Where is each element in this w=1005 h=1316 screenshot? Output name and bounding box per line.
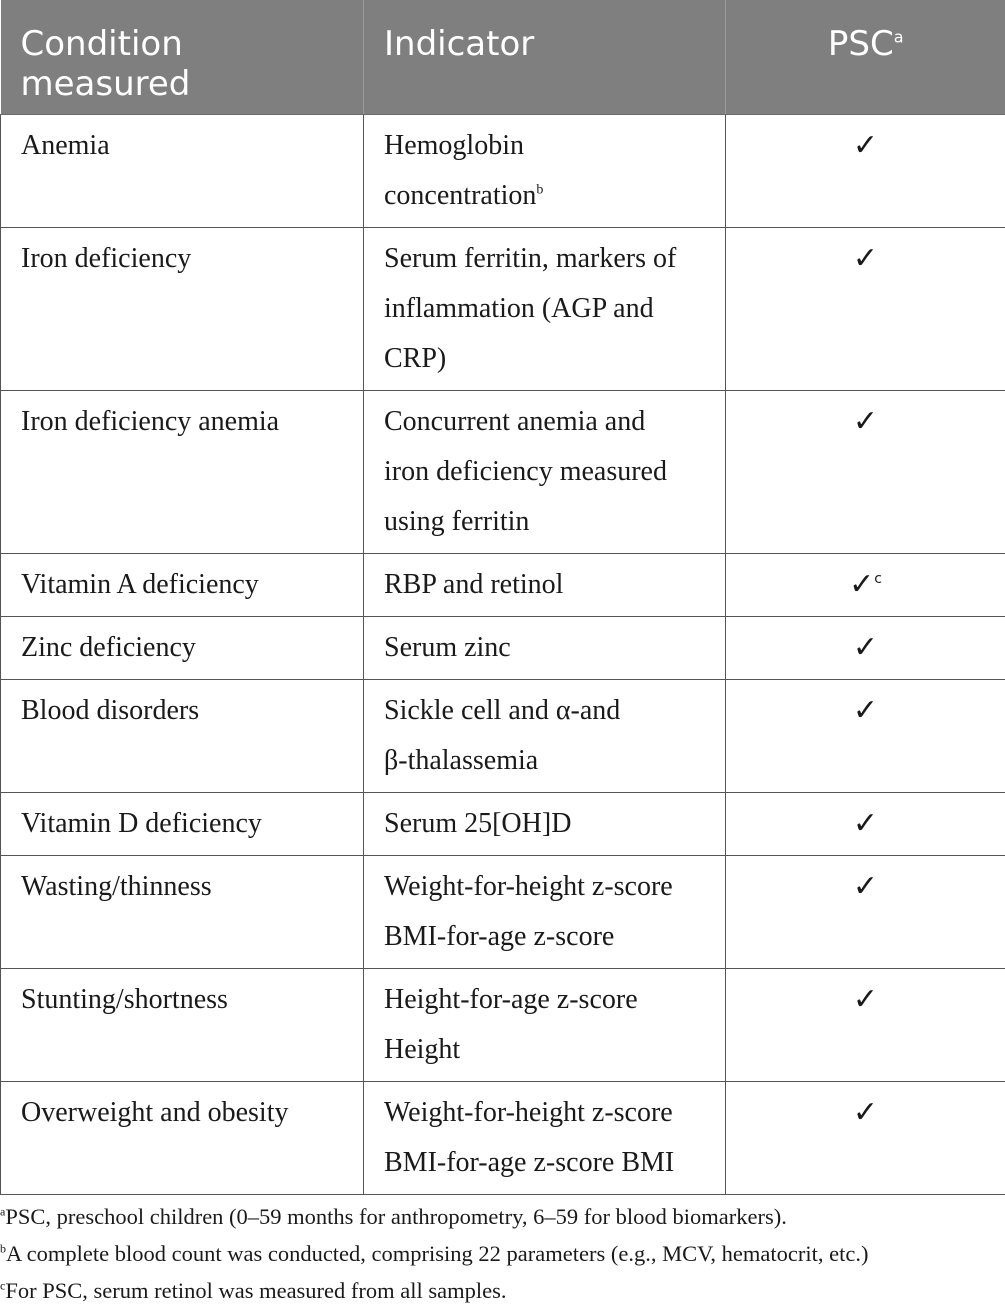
- footnote: [0, 1235, 1005, 1272]
- psc-cell: [726, 391, 1005, 554]
- indicator-line: [384, 334, 705, 384]
- indicator-line-text: RBP and retinol: [384, 569, 564, 600]
- header-indicator: [364, 0, 726, 115]
- indicator-line: [384, 497, 705, 547]
- table-row: [1, 391, 1005, 554]
- footnote-mark: a: [0, 1204, 6, 1219]
- check-mark-icon: ✓: [849, 567, 875, 602]
- indicator-line: [384, 560, 705, 610]
- condition-cell: Zinc deficiency: [1, 617, 364, 680]
- condition-cell: Vitamin D deficiency: [1, 793, 364, 856]
- footnote: [0, 1272, 1005, 1309]
- psc-cell: [726, 856, 1005, 969]
- condition-cell: Iron deficiency: [1, 228, 364, 391]
- table-row: [1, 1082, 1005, 1195]
- indicator-line-text: Concurrent anemia and: [384, 406, 646, 437]
- condition-cell: Wasting/thinness: [1, 856, 364, 969]
- table-row: [1, 115, 1005, 228]
- psc-cell: [726, 228, 1005, 391]
- indicator-line: [384, 912, 705, 962]
- indicator-cell: [364, 1082, 726, 1195]
- indicator-cell: [364, 969, 726, 1082]
- check-mark-icon: ✓: [852, 1095, 879, 1130]
- indicator-line: [384, 284, 705, 334]
- indicator-line-text: Serum ferritin, markers of: [384, 243, 677, 274]
- indicator-cell: [364, 554, 726, 617]
- indicator-line-text: Serum 25[OH]D: [384, 808, 572, 839]
- condition-cell: Anemia: [1, 115, 364, 228]
- indicator-line: [384, 1138, 705, 1188]
- indicator-line-text: β-thalassemia: [384, 745, 539, 776]
- indicator-line: [384, 234, 705, 284]
- header-row: [1, 0, 1005, 115]
- psc-cell: [726, 115, 1005, 228]
- check-mark-icon: ✓: [852, 128, 879, 163]
- indicator-line-text: CRP): [384, 343, 447, 374]
- indicator-cell: [364, 793, 726, 856]
- indicator-line-text: inflammation (AGP and: [384, 293, 654, 324]
- footnote-text: PSC, preschool children (0–59 months for anthropometry, 6–59 for blood biomarkers).: [5, 1204, 787, 1229]
- indicator-line: [384, 736, 705, 786]
- table-row: [1, 228, 1005, 391]
- indicator-footnote-mark: b: [536, 182, 544, 198]
- table-body: [1, 115, 1005, 1195]
- table-row: [1, 969, 1005, 1082]
- condition-cell: Stunting/shortness: [1, 969, 364, 1082]
- indicator-line: [384, 1088, 705, 1138]
- indicator-line-text: Hemoglobin: [384, 130, 524, 161]
- psc-cell: [726, 680, 1005, 793]
- indicator-line-text: Height-for-age z-score: [384, 984, 638, 1015]
- check-mark-icon: ✓: [852, 869, 879, 904]
- table-row: [1, 793, 1005, 856]
- indicator-line-text: iron deficiency measured: [384, 456, 667, 487]
- table-row: [1, 617, 1005, 680]
- psc-cell: [726, 793, 1005, 856]
- indicator-line: [384, 686, 705, 736]
- footnote: [0, 1198, 1005, 1235]
- indicator-cell: [364, 228, 726, 391]
- footnote-text: For PSC, serum retinol was measured from all samples.: [5, 1278, 507, 1303]
- indicator-line: [384, 447, 705, 497]
- indicator-line-text: concentration: [384, 180, 537, 211]
- indicator-line: [384, 1025, 705, 1075]
- condition-cell: Blood disorders: [1, 680, 364, 793]
- check-mark-icon: ✓: [852, 630, 879, 665]
- footnotes: [0, 1198, 1005, 1309]
- footnote-mark: c: [0, 1278, 6, 1293]
- indicator-line: [384, 975, 705, 1025]
- check-mark-icon: ✓: [852, 693, 879, 728]
- indicator-cell: [364, 115, 726, 228]
- indicator-line: [384, 862, 705, 912]
- header-indicator-label: Indicator: [384, 24, 535, 64]
- psc-cell: [726, 969, 1005, 1082]
- check-mark-icon: ✓: [852, 982, 879, 1017]
- psc-footnote-mark: c: [874, 571, 882, 587]
- check-mark-icon: ✓: [852, 404, 879, 439]
- indicator-line: [384, 121, 705, 171]
- table-row: [1, 680, 1005, 793]
- header-psc-footnote-mark: a: [893, 27, 904, 47]
- indicator-cell: [364, 856, 726, 969]
- indicator-line-text: Weight-for-height z-score: [384, 871, 673, 902]
- indicator-line-text: using ferritin: [384, 506, 530, 537]
- table-row: [1, 554, 1005, 617]
- table-row: [1, 856, 1005, 969]
- psc-cell: [726, 1082, 1005, 1195]
- indicator-line-text: Sickle cell and α-and: [384, 695, 621, 726]
- header-condition: [1, 0, 364, 115]
- footnote-text: A complete blood count was conducted, comprising 22 parameters (e.g., MCV, hematocrit, etc.): [6, 1241, 869, 1266]
- condition-cell: Vitamin A deficiency: [1, 554, 364, 617]
- indicator-line: [384, 799, 705, 849]
- check-mark-icon: ✓: [852, 241, 879, 276]
- condition-cell: Overweight and obesity: [1, 1082, 364, 1195]
- indicator-line-text: Serum zinc: [384, 632, 511, 663]
- header-condition-line1: Condition: [20, 24, 183, 64]
- condition-cell: Iron deficiency anemia: [1, 391, 364, 554]
- psc-cell: [726, 554, 1005, 617]
- indicator-line: [384, 171, 705, 221]
- indicator-cell: [364, 617, 726, 680]
- header-psc: [726, 0, 1005, 115]
- indicator-line: [384, 623, 705, 673]
- indicator-cell: [364, 391, 726, 554]
- header-condition-line2: measured: [20, 64, 191, 104]
- indicator-line-text: Height: [384, 1034, 461, 1065]
- footnote-mark: b: [0, 1241, 6, 1256]
- indicator-cell: [364, 680, 726, 793]
- psc-cell: [726, 617, 1005, 680]
- check-mark-icon: ✓: [852, 806, 879, 841]
- header-psc-label: PSC: [827, 24, 894, 64]
- indicator-line-text: BMI-for-age z-score: [384, 921, 615, 952]
- indicator-line: [384, 397, 705, 447]
- indicator-line-text: Weight-for-height z-score: [384, 1097, 673, 1128]
- indicator-line-text: BMI-for-age z-score BMI: [384, 1147, 675, 1178]
